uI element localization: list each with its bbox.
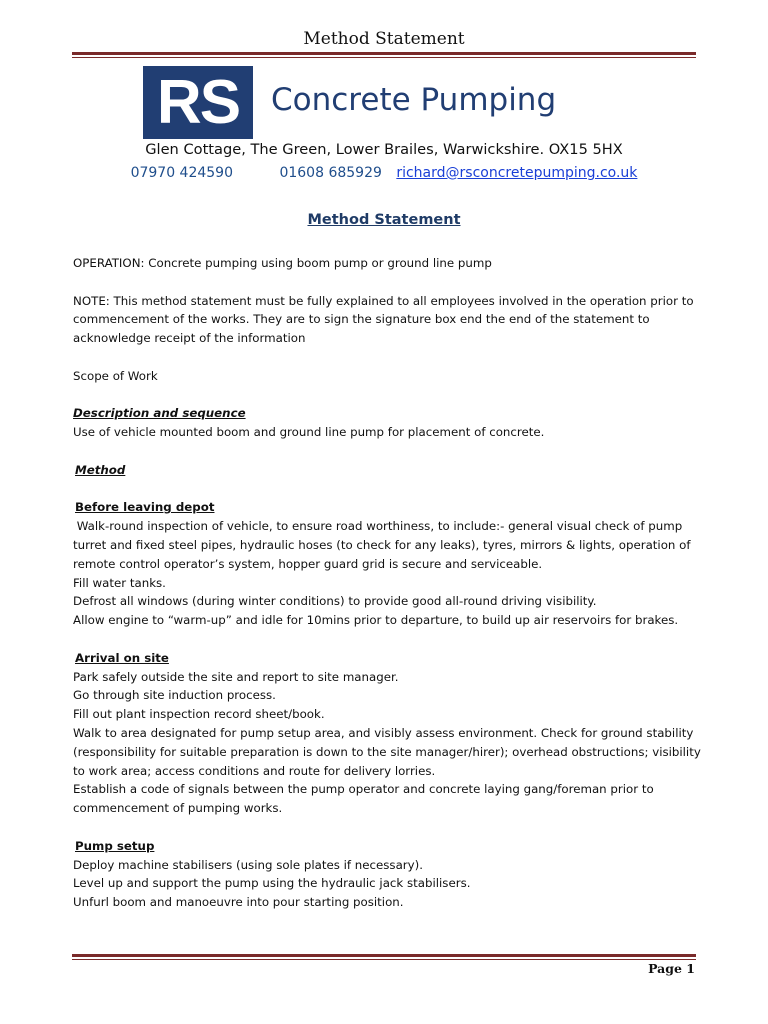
before-depot-line: turret and fixed steel pipes, hydraulic hoses (to check for any leaks), tyres, mirrors & lights, operation of	[73, 537, 691, 552]
pump-setup-line: Deploy machine stabilisers (using sole plates if necessary).	[73, 857, 423, 872]
arrival-line: Go through site induction process.	[73, 688, 276, 703]
before-depot-line: Defrost all windows (during winter conditions) to provide good all-round driving visibility.	[73, 594, 597, 609]
note-line: commencement of the works. They are to sign the signature box end the end of the statement to	[73, 312, 650, 327]
before-depot-line: remote control operator’s system, hopper guard grid is secure and serviceable.	[73, 556, 543, 571]
pump-setup-line: Level up and support the pump using the hydraulic jack stabilisers.	[73, 876, 471, 891]
description-text: Use of vehicle mounted boom and ground line pump for placement of concrete.	[73, 425, 545, 440]
arrival-line: to work area; access conditions and route for delivery lorries.	[73, 763, 436, 778]
email-link[interactable]: richard@rsconcretepumping.co.uk	[396, 165, 638, 181]
pump-setup-heading: Pump setup	[75, 838, 155, 853]
before-depot-line: Fill water tanks.	[73, 575, 166, 590]
footer-divider	[72, 954, 696, 960]
arrival-line: (responsibility for suitable preparation is down to the site manager/hirer); overhead obstructions; visibility	[73, 744, 701, 759]
before-depot-line: Allow engine to “warm-up” and idle for 10mins prior to departure, to build up air reservoirs for brakes.	[73, 613, 679, 628]
arrival-line: Park safely outside the site and report to site manager.	[73, 669, 399, 684]
arrival-line: Walk to area designated for pump setup area, and visibly assess environment. Check for ground stability	[73, 725, 694, 740]
description-heading: Description and sequence	[73, 406, 246, 421]
arrival-heading: Arrival on site	[75, 650, 169, 665]
phone-number-mobile: 07970 424590	[130, 165, 233, 181]
arrival-line: commencement of pumping works.	[73, 801, 283, 816]
phone-number-landline: 01608 685929	[279, 165, 382, 181]
contact-line	[0, 165, 768, 181]
before-depot-heading: Before leaving depot	[75, 500, 215, 515]
document-heading: Method Statement	[307, 212, 461, 228]
operation-line: OPERATION: Concrete pumping using boom pump or ground line pump	[73, 256, 492, 270]
page-number: Page 1	[648, 961, 695, 976]
note-line: acknowledge receipt of the information	[73, 331, 306, 346]
method-heading: Method	[75, 462, 126, 477]
scope-heading: Scope of Work	[73, 368, 158, 383]
company-logo	[143, 66, 253, 139]
svg-text:RS: RS	[156, 74, 240, 131]
pump-setup-line: Unfurl boom and manoeuvre into pour starting position.	[73, 895, 404, 910]
before-depot-line: Walk-round inspection of vehicle, to ensure road worthiness, to include:- general visual check of pump	[73, 519, 683, 534]
company-name: Concrete Pumping	[271, 82, 557, 118]
arrival-line: Establish a code of signals between the pump operator and concrete laying gang/foreman prior to	[73, 782, 654, 797]
document-body	[73, 254, 713, 912]
running-header-title: Method Statement	[303, 29, 465, 49]
arrival-line: Fill out plant inspection record sheet/book.	[73, 707, 325, 722]
header-divider	[72, 52, 696, 58]
note-line: NOTE: This method statement must be fully explained to all employees involved in the operation prior to	[73, 293, 694, 308]
company-address: Glen Cottage, The Green, Lower Brailes, Warwickshire. OX15 5HX	[145, 141, 623, 158]
rs-logo-mark	[150, 75, 246, 131]
